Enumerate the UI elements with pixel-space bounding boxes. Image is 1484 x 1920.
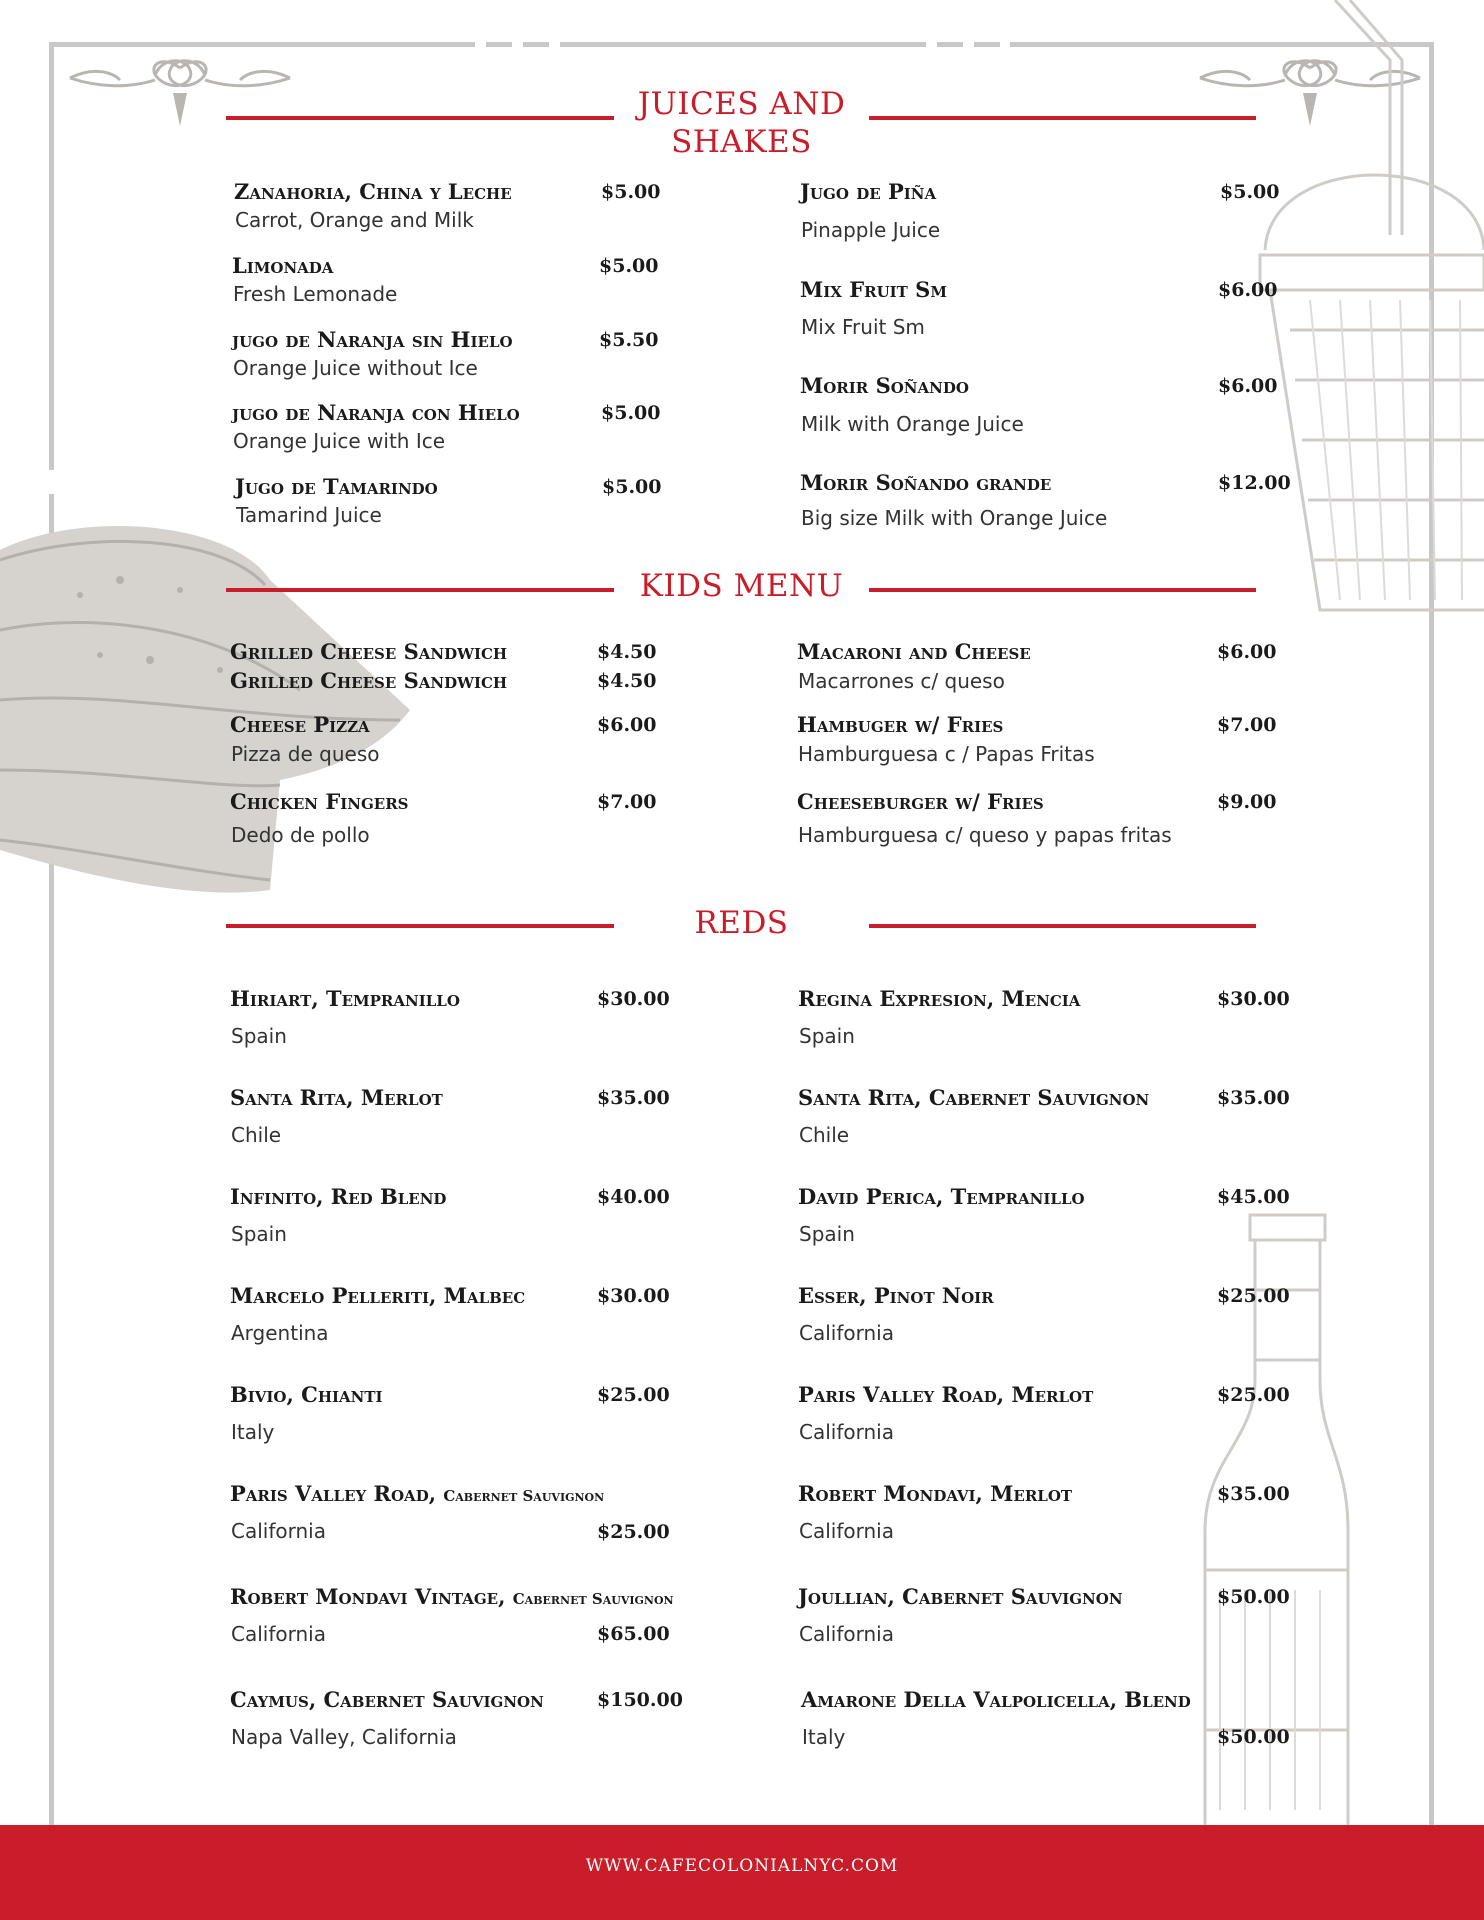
item-description: California <box>231 1622 326 1646</box>
item-price: $25.00 <box>597 1384 670 1406</box>
item-description: Milk with Orange Juice <box>801 412 1024 436</box>
item-name: Morir Soñando grande <box>800 470 1052 495</box>
item-description: Pinapple Juice <box>801 218 941 242</box>
item-name: Santa Rita, Merlot <box>230 1085 443 1110</box>
item-price: $7.00 <box>1217 714 1277 736</box>
item-name: Marcelo Pelleriti, Malbec <box>230 1283 526 1308</box>
header-rule <box>869 924 1256 928</box>
frame-dash <box>486 42 512 47</box>
item-description: Big size Milk with Orange Juice <box>801 506 1108 530</box>
frame-top-left <box>49 42 475 47</box>
item-price: $25.00 <box>597 1521 670 1543</box>
item-name-varietal: Cabernet Sauvignon <box>512 1590 674 1608</box>
item-name: Joullian, Cabernet Sauvignon <box>798 1584 1123 1609</box>
item-description: Mix Fruit Sm <box>801 315 925 339</box>
item-description: Chile <box>799 1123 850 1147</box>
item-name-main: Robert Mondavi Vintage, <box>230 1584 506 1609</box>
reds-section-header <box>226 904 1256 994</box>
item-price: $9.00 <box>1217 791 1277 813</box>
item-description: Hamburguesa c/ queso y papas fritas <box>798 823 1172 847</box>
item-price: $5.50 <box>599 329 659 351</box>
item-description: Orange Juice without Ice <box>233 356 478 380</box>
item-name: Zanahoria, China y Leche <box>234 179 512 204</box>
header-rule <box>869 588 1256 592</box>
frame-left <box>49 42 54 470</box>
item-name: Esser, Pinot Noir <box>798 1283 994 1308</box>
item-name: Limonada <box>232 253 334 278</box>
item-price: $5.00 <box>601 402 661 424</box>
item-name: Mix Fruit Sm <box>800 277 947 302</box>
item-name: David Perica, Tempranillo <box>798 1184 1085 1209</box>
item-description: California <box>799 1519 894 1543</box>
item-name-main: Paris Valley Road, <box>230 1481 437 1506</box>
item-description: California <box>799 1420 894 1444</box>
frame-dash <box>937 42 963 47</box>
section-title: KIDS MENU <box>639 568 844 604</box>
item-name: jugo de Naranja sin Hielo <box>232 327 513 352</box>
item-price: $7.00 <box>597 791 657 813</box>
item-name: Chicken Fingers <box>230 789 409 814</box>
item-price: $30.00 <box>1217 988 1290 1010</box>
item-description: Spain <box>231 1024 287 1048</box>
item-description: Orange Juice with Ice <box>233 429 446 453</box>
item-price: $5.00 <box>599 255 659 277</box>
item-price: $65.00 <box>597 1623 670 1645</box>
item-name: Grilled Cheese Sandwich <box>230 639 508 664</box>
item-price: $40.00 <box>597 1186 670 1208</box>
item-name: Jugo de Piña <box>800 179 937 204</box>
frame-dash <box>523 42 549 47</box>
item-name: Jugo de Tamarindo <box>235 474 438 499</box>
item-price: $6.00 <box>1218 279 1278 301</box>
item-price: $45.00 <box>1217 1186 1290 1208</box>
item-name: Paris Valley Road, Merlot <box>798 1382 1094 1407</box>
item-price: $5.00 <box>602 476 662 498</box>
item-description: Italy <box>802 1725 846 1749</box>
item-name: Morir Soñando <box>800 373 969 398</box>
item-name <box>230 1584 674 1612</box>
item-description: Napa Valley, California <box>231 1725 457 1749</box>
item-price: $35.00 <box>597 1087 670 1109</box>
item-name: Caymus, Cabernet Sauvignon <box>230 1687 544 1712</box>
item-name: Santa Rita, Cabernet Sauvignon <box>798 1085 1150 1110</box>
section-title: JUICES AND SHAKES <box>637 86 846 160</box>
item-name: Regina Expresion, Mencia <box>798 986 1081 1011</box>
item-price: $150.00 <box>597 1689 683 1711</box>
header-rule <box>226 116 614 120</box>
frame-top-middle <box>560 42 926 47</box>
frame-dash <box>974 42 1000 47</box>
item-name: jugo de Naranja con Hielo <box>232 400 520 425</box>
item-description: Carrot, Orange and Milk <box>235 208 474 232</box>
item-price: $6.00 <box>597 714 657 736</box>
item-description: Dedo de pollo <box>231 823 370 847</box>
item-name-varietal: Cabernet Sauvignon <box>443 1487 605 1505</box>
header-rule <box>226 588 614 592</box>
item-description: Fresh Lemonade <box>233 282 398 306</box>
section-title: REDS <box>694 905 789 941</box>
item-name <box>230 1481 604 1509</box>
item-name: Cheeseburger w/ Fries <box>797 789 1044 814</box>
smoothie-cup-icon <box>1250 0 1484 620</box>
item-description: Argentina <box>231 1321 329 1345</box>
juices-section-header <box>226 85 1256 175</box>
item-description: Tamarind Juice <box>236 503 382 527</box>
item-price: $5.00 <box>601 181 661 203</box>
header-rule <box>226 924 614 928</box>
item-description: Pizza de queso <box>231 742 380 766</box>
header-rule <box>869 116 1256 120</box>
footer-bar <box>0 1825 1484 1920</box>
item-description: Chile <box>231 1123 282 1147</box>
item-description: Spain <box>231 1222 287 1246</box>
item-description: Spain <box>799 1024 855 1048</box>
item-name: Grilled Cheese Sandwich <box>230 668 508 693</box>
item-price: $30.00 <box>597 988 670 1010</box>
item-name: Cheese Pizza <box>230 712 370 737</box>
item-description: Macarrones c/ queso <box>798 669 1005 693</box>
item-price: $25.00 <box>1217 1285 1290 1307</box>
item-price: $6.00 <box>1217 641 1277 663</box>
item-name: Bivio, Chianti <box>230 1382 383 1407</box>
item-price: $35.00 <box>1217 1483 1290 1505</box>
item-price: $50.00 <box>1217 1586 1290 1608</box>
item-description: Hamburguesa c / Papas Fritas <box>798 742 1095 766</box>
footer-website-link[interactable]: WWW.CAFECOLONIALNYC.COM <box>585 1856 899 1876</box>
item-price: $5.00 <box>1220 181 1280 203</box>
item-price: $35.00 <box>1217 1087 1290 1109</box>
item-price: $30.00 <box>597 1285 670 1307</box>
item-name: Amarone Della Valpolicella, Blend <box>801 1687 1191 1712</box>
item-description: Italy <box>231 1420 275 1444</box>
item-name: Robert Mondavi, Merlot <box>798 1481 1073 1506</box>
item-name: Hambuger w/ Fries <box>797 712 1004 737</box>
item-price: $12.00 <box>1218 472 1291 494</box>
item-name: Hiriart, Tempranillo <box>230 986 460 1011</box>
item-description: Spain <box>799 1222 855 1246</box>
item-name: Infinito, Red Blend <box>230 1184 447 1209</box>
item-price: $25.00 <box>1217 1384 1290 1406</box>
item-price: $4.50 <box>597 670 657 692</box>
item-name: Macaroni and Cheese <box>797 639 1031 664</box>
item-description: California <box>799 1321 894 1345</box>
item-price: $6.00 <box>1218 375 1278 397</box>
item-price: $4.50 <box>597 641 657 663</box>
item-description: California <box>231 1519 326 1543</box>
item-price: $50.00 <box>1217 1726 1290 1748</box>
item-description: California <box>799 1622 894 1646</box>
